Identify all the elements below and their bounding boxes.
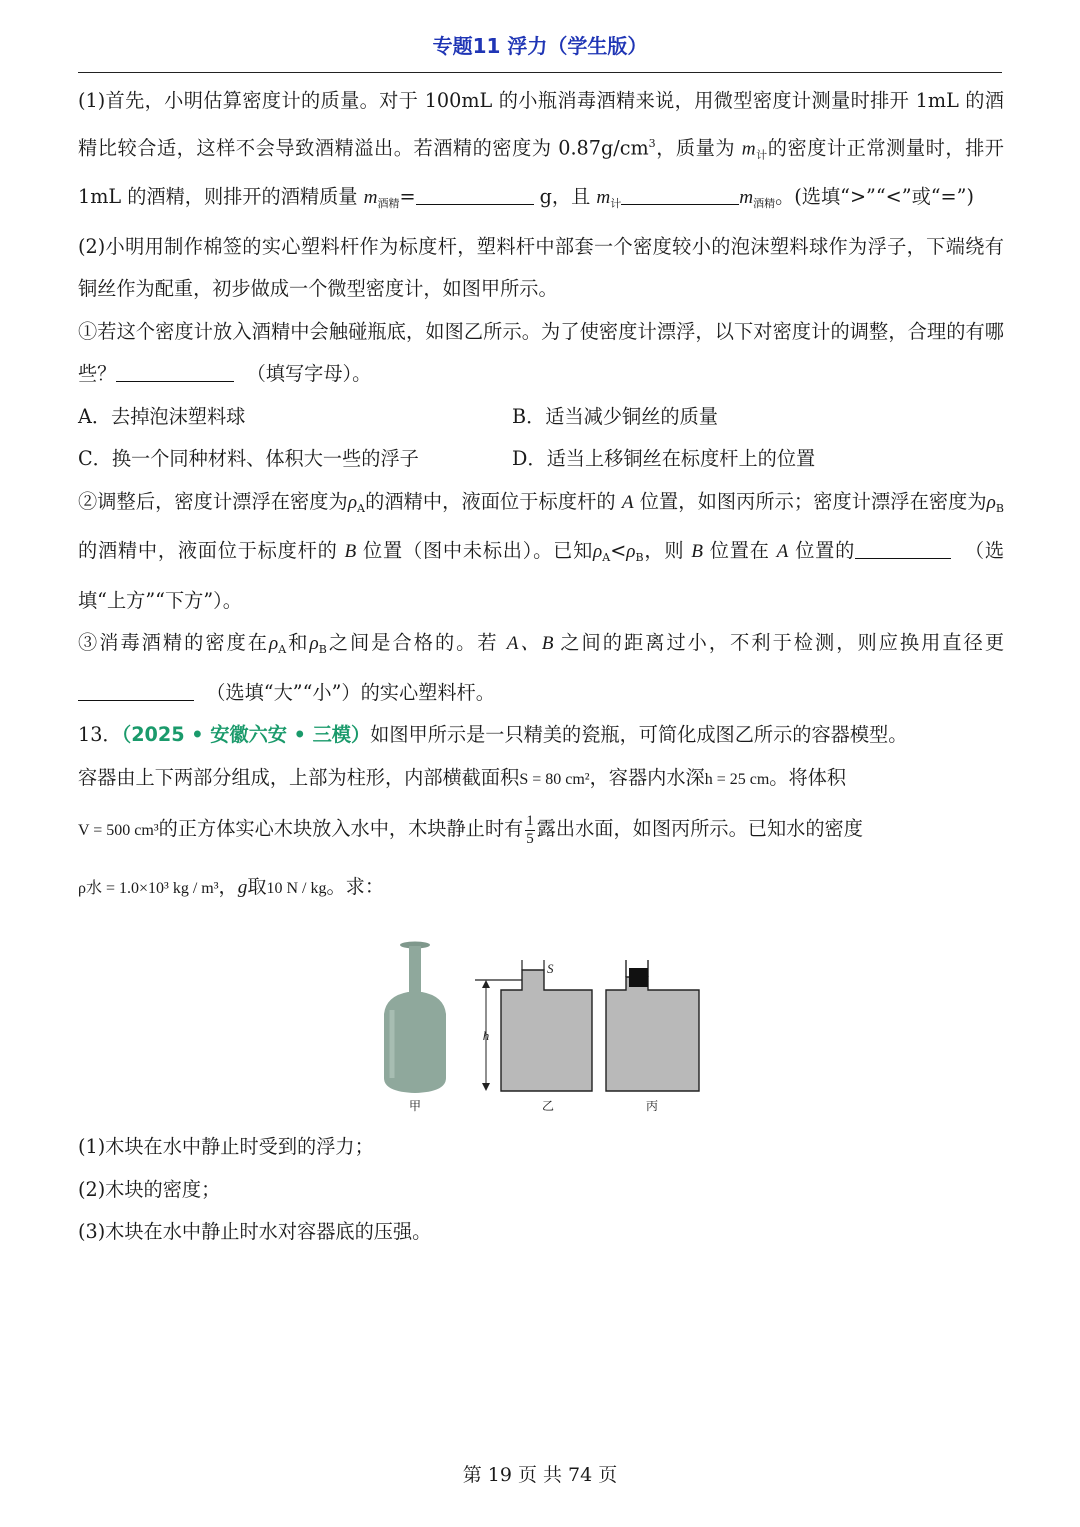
wood-block <box>629 968 648 987</box>
option-a: A．去掉泡沫塑料球 <box>78 404 246 428</box>
paragraph-part-2: (2)小明用制作棉签的实心塑料杆作为标度杆，塑料杆中部套一个密度较小的泡沫塑料球作为浮子，下端绕有铜丝作为配重，初步做成一个微型密度计，如图甲所示。 <box>78 234 1004 301</box>
question-13-line-4: ρ水 = 1.0×10³ kg / m³，g取10 N / kg。求： <box>78 875 385 899</box>
sub-question-1: (1)木块在水中静止时受到的浮力； <box>78 1135 374 1158</box>
answer-blank-4 <box>855 538 951 559</box>
answer-blank-3 <box>116 361 234 382</box>
container-model-bing <box>606 960 699 1113</box>
container-model-yi <box>475 960 592 1113</box>
figure-label-bing: 丙 <box>645 1099 659 1113</box>
sub-question-3: (3)木块在水中静止时水对容器底的压强。 <box>78 1220 432 1243</box>
figure-label-jia: 甲 <box>408 1099 422 1113</box>
question-source: （2025 • 安徽六安 • 三模） <box>121 723 371 747</box>
main-content <box>78 80 1004 917</box>
options-row-2 <box>78 438 1004 481</box>
figure-label-yi: 乙 <box>541 1099 555 1113</box>
page-number: 第 19 页 共 74 页 <box>462 1464 618 1486</box>
fraction-one-fifth: $\frac{1}{5}$ <box>526 812 534 847</box>
answer-blank-2 <box>621 184 739 205</box>
option-b: B．适当减少铜丝的质量 <box>512 404 718 428</box>
page-title: 专题11 浮力（学生版） <box>432 34 648 58</box>
question-13-intro: 13．（2025 • 安徽六安 • 三模）如图甲所示是一只精美的瓷瓶，可简化成图乙所示的容器模型。 <box>78 723 908 747</box>
option-c: C．换一个同种材料、体积大一些的浮子 <box>78 447 419 471</box>
label-h: h <box>482 1028 490 1043</box>
option-d: D．适当上移铜丝在标度杆上的位置 <box>512 447 816 471</box>
answer-blank-5 <box>78 680 194 701</box>
paragraph-sub-2: ②调整后，密度计漂浮在密度为$\rho_A$的酒精中，液面位于标度杆的 A 位置，如图丙所示；密度计漂浮在密度为$\rho_B$的酒精中，液面位于标度杆的 B 位置（图中未标出）。已知$\rho_A<\rho_B$，则 B 位置在 A 位置的 （选填“上方”“下方”）。 <box>78 489 1005 612</box>
paragraph-sub-3: ③消毒酒精的密度在$\rho_A$和$\rho_B$之间是合格的。若 A、B 之间的距离过小，不利于检测，则应换用直径更 （选填“大”“小”）的实心塑料杆。 <box>78 631 1005 704</box>
options-row-1 <box>78 396 1004 439</box>
sub-question-list <box>78 1126 1004 1254</box>
question-13-line-3: V = 500 cm³的正方体实心木块放入水中，木块静止时有 $\frac{1}{5}$ 露出水面，如图丙所示。已知水的密度 <box>78 812 863 847</box>
paragraph-sub-1: ①若这个密度计放入酒精中会触碰瓶底，如图乙所示。为了使密度计漂浮，以下对密度计的调整，合理的有哪些？ （填写字母）。 <box>78 319 1004 386</box>
paragraph-part-1: (1)首先，小明估算密度计的质量。对于 100mL 的小瓶消毒酒精来说，用微型密度计测量时排开 1mL 的酒精比较合适，这样不会导致酒精溢出。若酒精的密度为 $0.87g/cm^3$，质量为 $m_计$的密度计正常测量时，排开 1mL 的酒精，则排开的酒精质量 $m_{酒精}= g$，且 $m_计$ $m_{酒精}$。(选填“>”“<”或“=”) <box>78 89 1004 211</box>
label-S: S <box>547 961 554 976</box>
sub-question-2: (2)木块的密度； <box>78 1177 221 1201</box>
header-rule <box>78 72 1002 73</box>
vase-image <box>384 942 446 1114</box>
vase-container-figure <box>372 940 708 1120</box>
answer-blank-1 <box>416 184 534 205</box>
question-13-line-2: 容器由上下两部分组成，上部为柱形，内部横截面积S = 80 cm²，容器内水深h = 25 cm。将体积 <box>78 765 847 789</box>
